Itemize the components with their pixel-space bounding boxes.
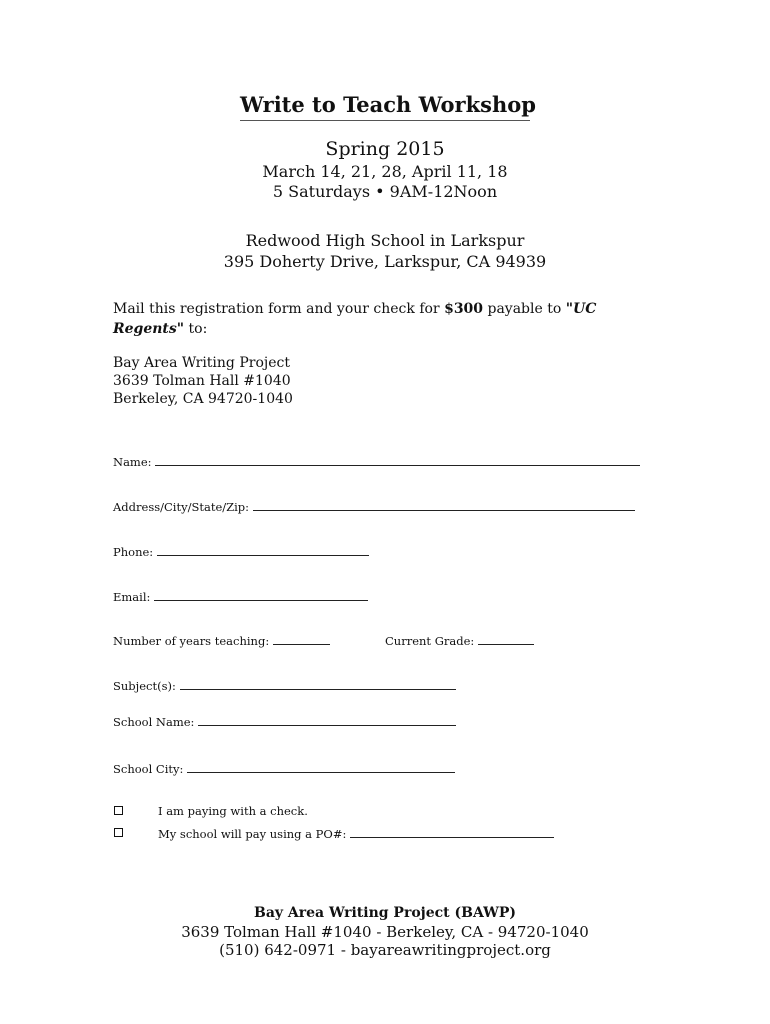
school-name-input-line[interactable] <box>198 714 456 726</box>
email-field <box>113 589 368 604</box>
current-grade-field <box>385 633 534 648</box>
page-title: Write to Teach Workshop <box>240 92 530 121</box>
subjects-input-line[interactable] <box>180 678 456 690</box>
school-city-label: School City: <box>113 762 184 776</box>
school-name-field <box>113 714 456 729</box>
address-field <box>113 499 635 514</box>
current-grade-input-line[interactable] <box>478 633 534 645</box>
pay-by-check-checkbox[interactable] <box>114 806 123 815</box>
footer-contact: (510) 642-0971 - bayareawritingproject.org <box>219 941 551 959</box>
school-name-label: School Name: <box>113 715 195 729</box>
po-number-input-line[interactable] <box>350 826 554 838</box>
pay-by-check-label: I am paying with a check. <box>158 804 308 818</box>
payee-name: "UC Regents" <box>113 301 597 337</box>
workshop-season: Spring 2015 <box>325 138 445 160</box>
workshop-schedule: 5 Saturdays • 9AM-12Noon <box>272 182 498 201</box>
name-field <box>113 454 640 469</box>
years-teaching-label: Number of years teaching: <box>113 634 270 648</box>
mail-address-line-1: Bay Area Writing Project <box>113 355 290 371</box>
mail-instructions <box>113 299 613 339</box>
fee-amount: $300 <box>444 301 484 317</box>
workshop-dates: March 14, 21, 28, April 11, 18 <box>262 162 508 181</box>
instructions-prefix: Mail this registration form and your check for <box>113 301 445 317</box>
subjects-label: Subject(s): <box>113 679 176 693</box>
address-label: Address/City/State/Zip: <box>113 500 250 514</box>
mail-address-line-2: 3639 Tolman Hall #1040 <box>113 373 291 389</box>
pay-by-po-checkbox[interactable] <box>114 828 123 837</box>
name-label: Name: <box>113 455 152 469</box>
workshop-venue-address: 395 Doherty Drive, Larkspur, CA 94939 <box>223 252 547 271</box>
phone-label: Phone: <box>113 545 154 559</box>
school-city-input-line[interactable] <box>187 761 455 773</box>
instructions-middle: payable to <box>483 301 566 317</box>
years-teaching-field <box>113 633 330 648</box>
pay-by-po-field <box>158 826 554 841</box>
workshop-venue: Redwood High School in Larkspur <box>245 231 525 250</box>
phone-field <box>113 544 369 559</box>
years-teaching-input-line[interactable] <box>273 633 330 645</box>
footer-org-name: Bay Area Writing Project (BAWP) <box>254 905 516 921</box>
email-label: Email: <box>113 590 151 604</box>
current-grade-label: Current Grade: <box>385 634 475 648</box>
mail-address-line-3: Berkeley, CA 94720-1040 <box>113 391 293 407</box>
phone-input-line[interactable] <box>157 544 369 556</box>
address-input-line[interactable] <box>253 499 635 511</box>
instructions-suffix: to: <box>184 321 208 337</box>
pay-by-po-label: My school will pay using a PO#: <box>158 827 347 841</box>
footer-address: 3639 Tolman Hall #1040 - Berkeley, CA - 94720-1040 <box>181 923 589 941</box>
email-input-line[interactable] <box>154 589 368 601</box>
subjects-field <box>113 678 456 693</box>
school-city-field <box>113 761 455 776</box>
name-input-line[interactable] <box>155 454 640 466</box>
